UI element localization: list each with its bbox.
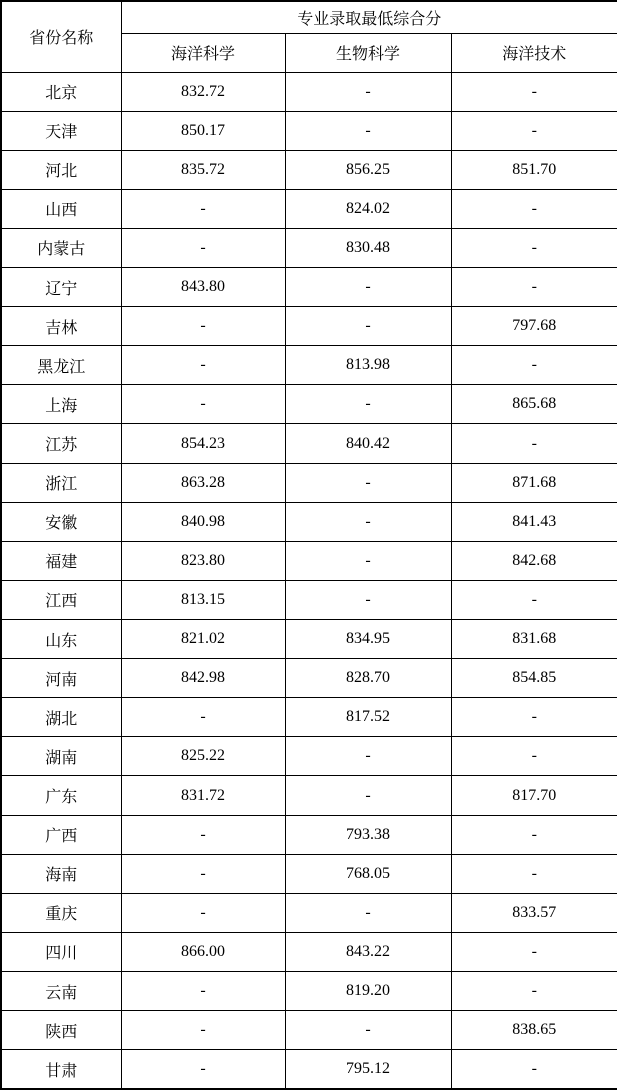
table-row (1, 189, 617, 228)
table-row (1, 541, 617, 580)
score-cell: 825.22 (121, 737, 285, 776)
province-cell: 陕西 (1, 1011, 121, 1050)
table-row (1, 111, 617, 150)
table-row (1, 659, 617, 698)
table-row (1, 972, 617, 1011)
score-cell: - (451, 737, 617, 776)
province-cell: 山东 (1, 620, 121, 659)
province-cell: 上海 (1, 385, 121, 424)
score-cell: - (285, 268, 451, 307)
score-cell: - (285, 737, 451, 776)
score-cell: 795.12 (285, 1050, 451, 1089)
province-cell: 云南 (1, 972, 121, 1011)
table-row (1, 385, 617, 424)
score-cell: - (121, 385, 285, 424)
province-cell: 北京 (1, 72, 121, 111)
table-row (1, 737, 617, 776)
score-cell: - (451, 580, 617, 619)
score-cell: - (285, 463, 451, 502)
score-cell: 813.98 (285, 346, 451, 385)
table-row (1, 893, 617, 932)
province-cell: 甘肃 (1, 1050, 121, 1089)
score-cell: - (121, 346, 285, 385)
province-cell: 广西 (1, 815, 121, 854)
table-row (1, 815, 617, 854)
table-row (1, 346, 617, 385)
province-cell: 山西 (1, 189, 121, 228)
score-cell: 843.80 (121, 268, 285, 307)
table-row (1, 424, 617, 463)
score-cell: 817.70 (451, 776, 617, 815)
table-row (1, 463, 617, 502)
score-cell: - (121, 307, 285, 346)
score-cell: 834.95 (285, 620, 451, 659)
header-cell-province: 省份名称 (1, 1, 121, 72)
table-row (1, 620, 617, 659)
province-cell: 河南 (1, 659, 121, 698)
score-cell: - (285, 1011, 451, 1050)
score-cell: 828.70 (285, 659, 451, 698)
score-cell: 793.38 (285, 815, 451, 854)
score-cell: - (121, 1050, 285, 1089)
score-cell: - (121, 972, 285, 1011)
score-cell: - (121, 1011, 285, 1050)
table-row (1, 1050, 617, 1089)
province-cell: 辽宁 (1, 268, 121, 307)
table-row (1, 150, 617, 189)
score-cell: - (451, 424, 617, 463)
province-cell: 海南 (1, 854, 121, 893)
score-cell: - (121, 228, 285, 267)
score-cell: 830.48 (285, 228, 451, 267)
province-cell: 河北 (1, 150, 121, 189)
score-cell: 823.80 (121, 541, 285, 580)
province-cell: 黑龙江 (1, 346, 121, 385)
table-header (1, 1, 617, 72)
table-row (1, 580, 617, 619)
score-cell: - (121, 893, 285, 932)
score-cell: - (451, 111, 617, 150)
table-row (1, 776, 617, 815)
province-cell: 广东 (1, 776, 121, 815)
table-row (1, 72, 617, 111)
score-cell: 841.43 (451, 502, 617, 541)
score-cell: - (285, 307, 451, 346)
score-cell: 842.98 (121, 659, 285, 698)
score-cell: - (121, 815, 285, 854)
header-cell-biological-science: 生物科学 (285, 33, 451, 72)
score-cell: - (451, 72, 617, 111)
province-cell: 重庆 (1, 893, 121, 932)
score-cell: - (451, 854, 617, 893)
province-cell: 吉林 (1, 307, 121, 346)
score-cell: 831.72 (121, 776, 285, 815)
score-cell: 817.52 (285, 698, 451, 737)
province-cell: 内蒙古 (1, 228, 121, 267)
score-cell: 843.22 (285, 932, 451, 971)
score-cell: 819.20 (285, 972, 451, 1011)
score-cell: - (451, 932, 617, 971)
province-cell: 江苏 (1, 424, 121, 463)
score-cell: - (121, 854, 285, 893)
province-cell: 湖北 (1, 698, 121, 737)
score-cell: - (121, 698, 285, 737)
header-cell-score-group: 专业录取最低综合分 (121, 1, 617, 33)
table-body (1, 72, 617, 1089)
score-cell: 768.05 (285, 854, 451, 893)
header-cell-marine-technology: 海洋技术 (451, 33, 617, 72)
score-cell: - (121, 189, 285, 228)
score-cell: 871.68 (451, 463, 617, 502)
header-cell-marine-science: 海洋科学 (121, 33, 285, 72)
score-cell: - (451, 972, 617, 1011)
score-cell: - (285, 580, 451, 619)
score-cell: 863.28 (121, 463, 285, 502)
score-cell: - (451, 815, 617, 854)
score-cell: 866.00 (121, 932, 285, 971)
score-cell: 851.70 (451, 150, 617, 189)
table-row (1, 228, 617, 267)
score-cell: - (285, 541, 451, 580)
score-cell: 850.17 (121, 111, 285, 150)
score-cell: - (285, 111, 451, 150)
table-row (1, 854, 617, 893)
table-row (1, 1011, 617, 1050)
province-cell: 天津 (1, 111, 121, 150)
score-cell: - (285, 502, 451, 541)
score-cell: - (451, 189, 617, 228)
score-cell: - (451, 268, 617, 307)
score-cell: 835.72 (121, 150, 285, 189)
score-cell: 824.02 (285, 189, 451, 228)
score-cell: 832.72 (121, 72, 285, 111)
score-cell: - (285, 385, 451, 424)
score-cell: 854.23 (121, 424, 285, 463)
table-row (1, 307, 617, 346)
score-cell: 821.02 (121, 620, 285, 659)
score-cell: 854.85 (451, 659, 617, 698)
score-cell: 838.65 (451, 1011, 617, 1050)
score-cell: - (285, 72, 451, 111)
score-cell: 840.98 (121, 502, 285, 541)
score-cell: - (285, 893, 451, 932)
table-row (1, 502, 617, 541)
province-cell: 福建 (1, 541, 121, 580)
score-cell: 797.68 (451, 307, 617, 346)
province-cell: 湖南 (1, 737, 121, 776)
table-row (1, 932, 617, 971)
province-cell: 江西 (1, 580, 121, 619)
score-cell: - (451, 1050, 617, 1089)
score-cell: - (451, 698, 617, 737)
score-cell: 833.57 (451, 893, 617, 932)
table-row (1, 698, 617, 737)
score-cell: 831.68 (451, 620, 617, 659)
province-cell: 浙江 (1, 463, 121, 502)
score-cell: 840.42 (285, 424, 451, 463)
score-cell: 813.15 (121, 580, 285, 619)
score-cell: - (451, 228, 617, 267)
header-row-group (1, 1, 617, 33)
table-row (1, 268, 617, 307)
province-cell: 四川 (1, 932, 121, 971)
score-cell: 842.68 (451, 541, 617, 580)
province-cell: 安徽 (1, 502, 121, 541)
score-cell: - (285, 776, 451, 815)
score-cell: - (451, 346, 617, 385)
score-cell: 865.68 (451, 385, 617, 424)
score-cell: 856.25 (285, 150, 451, 189)
